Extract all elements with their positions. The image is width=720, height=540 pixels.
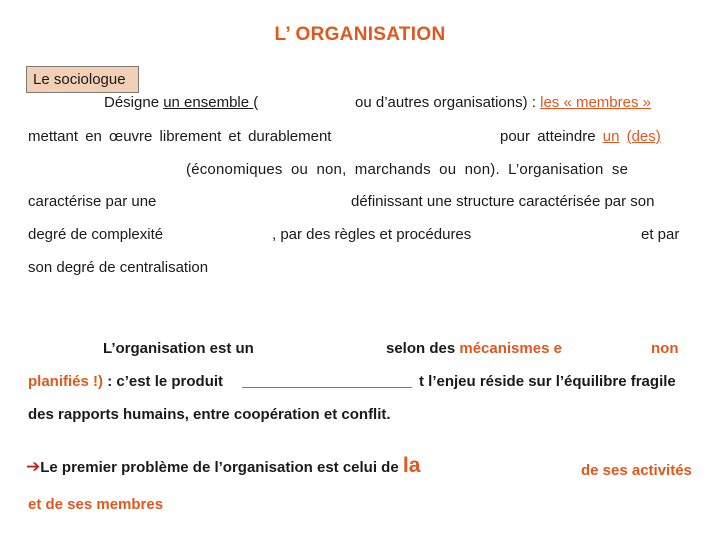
line-2-start: mettant en œuvre librement et durablement [28, 128, 332, 145]
line-2-end [500, 128, 661, 145]
line-8-start [28, 373, 223, 390]
text: pour atteindre [500, 128, 603, 145]
line-7-end: non [651, 340, 679, 357]
text [619, 128, 626, 145]
line-7-mid [386, 340, 562, 357]
line-10-end: de ses activités [581, 462, 692, 479]
line-7-start: L’organisation est un [103, 340, 254, 357]
blank-underline [242, 373, 412, 388]
line-8-end: t l’enjeu réside sur l’équilibre fragile [419, 373, 676, 390]
text: ou d’autres organisations) : [355, 94, 541, 111]
text: ( [253, 94, 259, 111]
text: : c’est le produit [107, 373, 224, 390]
line-4-end: définissant une structure caractérisée par son [351, 193, 655, 210]
page-title: L’ ORGANISATION [274, 24, 446, 45]
membres-highlight: les « membres » [540, 94, 651, 111]
des-highlight: (des) [626, 128, 661, 145]
line-5-mid: , par des règles et procédures [272, 226, 472, 243]
line-4-start: caractérise par une [28, 193, 157, 210]
arrow-right-icon: ➔ [26, 457, 41, 476]
text: selon des [386, 340, 460, 357]
line-1-end [355, 94, 651, 111]
line-10-start [26, 454, 420, 478]
line-6: son degré de centralisation [28, 259, 209, 276]
line-3: (économiques ou non, marchands ou non). L’organisation se [186, 161, 629, 178]
mecanismes-highlight: mécanismes e [459, 340, 562, 357]
blank-line [242, 373, 412, 393]
planifies-highlight: planifiés !) [28, 373, 108, 390]
sociologue-label: Le sociologue [26, 66, 139, 93]
text: Le premier problème de l’organisation est celui de [40, 459, 403, 476]
un-highlight: un [602, 128, 620, 145]
line-11: et de ses membres [28, 496, 164, 513]
line-1-start [104, 94, 258, 111]
line-5-end: et par [641, 226, 680, 243]
text: Désigne [104, 94, 164, 111]
line-5-start: degré de complexité [28, 226, 164, 243]
la-highlight: la [402, 454, 421, 477]
line-9: des rapports humains, entre coopération et conflit. [28, 406, 391, 423]
ensemble-underlined: un ensemble [163, 94, 254, 111]
